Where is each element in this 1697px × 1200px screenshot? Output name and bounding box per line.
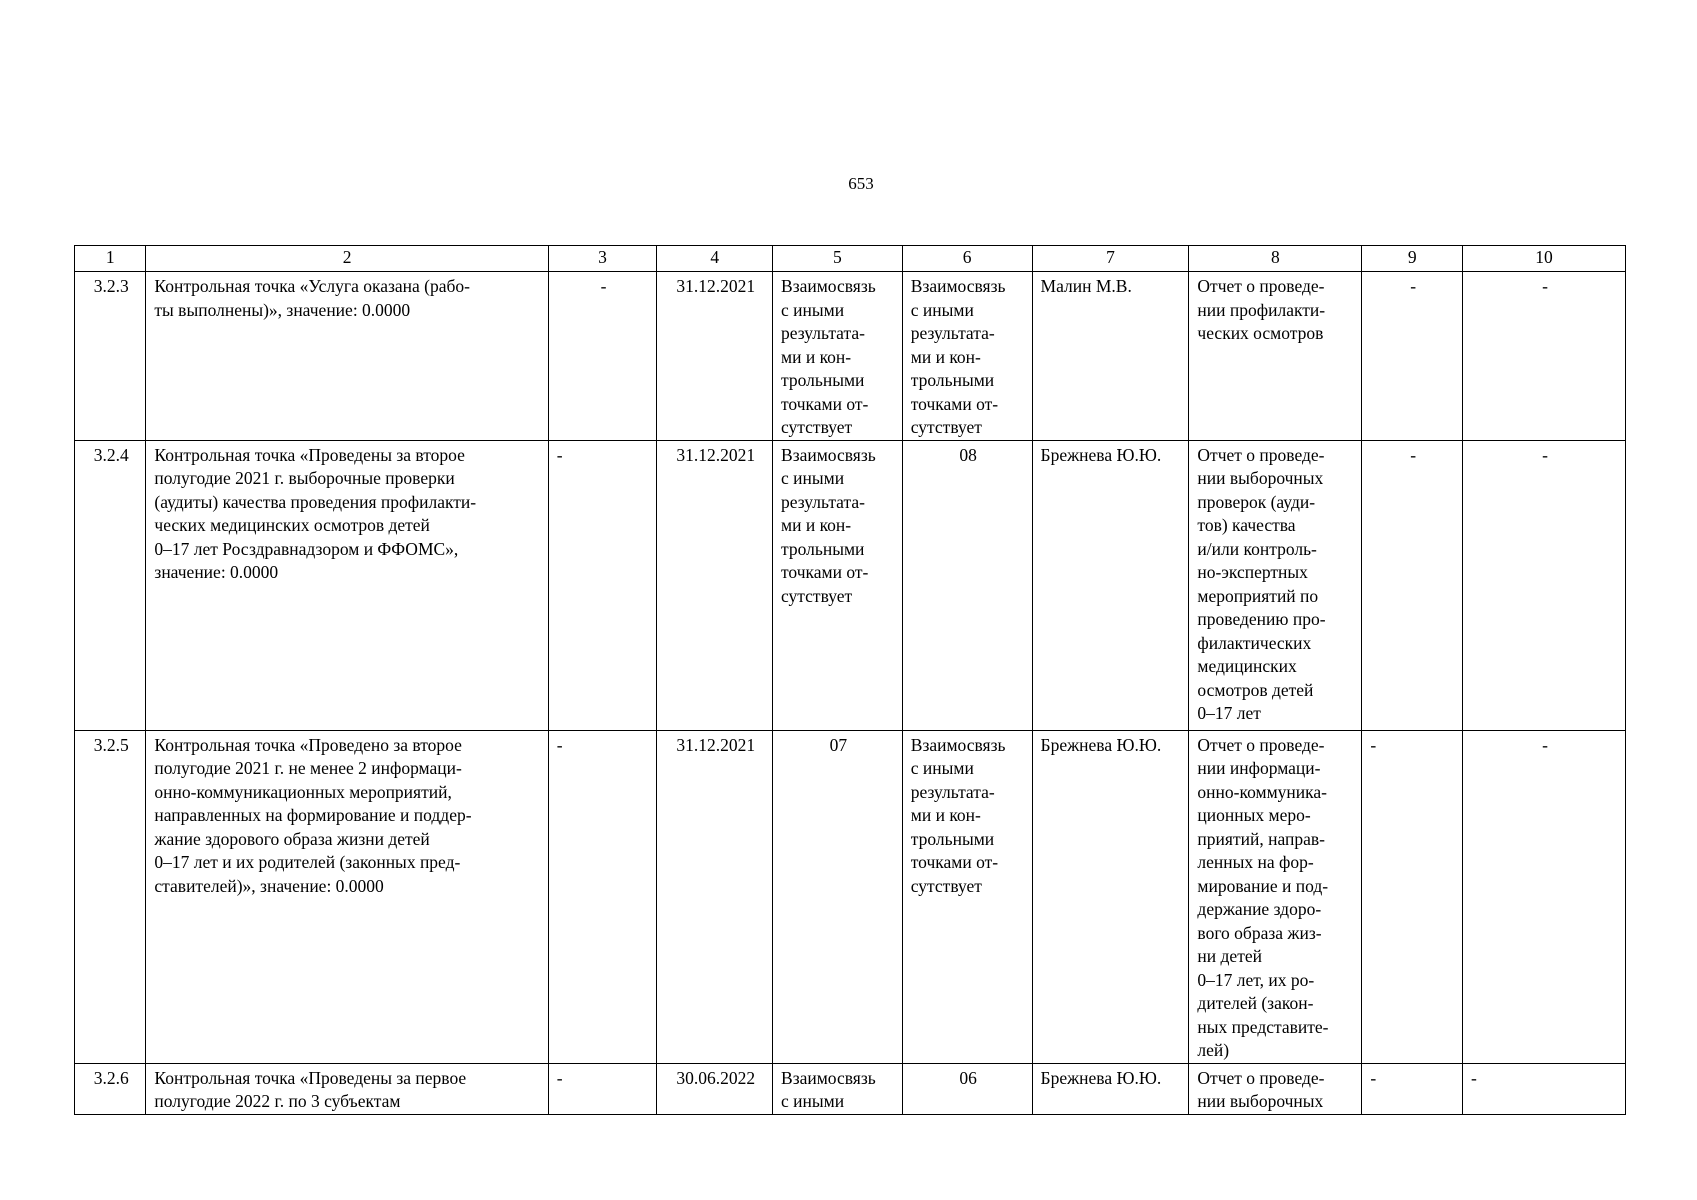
responsible-cell: Брежнева Ю.Ю. xyxy=(1032,730,1189,1063)
column-9-cell: - xyxy=(1362,1063,1463,1114)
report-cell-line: держание здоро- xyxy=(1197,899,1322,919)
report-cell-line: осмотров детей xyxy=(1197,679,1314,700)
date-cell: 31.12.2021 xyxy=(657,272,773,441)
relation-cell-line: трольными xyxy=(910,828,995,849)
date-cell: 31.12.2021 xyxy=(657,730,773,1063)
column-9-cell: - xyxy=(1362,272,1463,441)
report-cell-line: нии профилакти- xyxy=(1197,299,1326,320)
report-cell-line: вого образа жиз- xyxy=(1197,922,1322,943)
description-cell xyxy=(146,730,548,1063)
report-cell xyxy=(1189,1063,1362,1114)
relation-cell-line: ми и кон- xyxy=(910,346,981,367)
relation-cell-line: с иными xyxy=(781,299,845,320)
relation-cell-line: Взаимосвязь xyxy=(781,444,876,465)
row-number-cell: 3.2.6 xyxy=(75,1063,146,1114)
description-cell-line: жание здорового образа жизни детей xyxy=(154,828,430,849)
report-cell-line: и/или контроль- xyxy=(1197,538,1317,559)
relation-cell-line: Взаимосвязь xyxy=(781,276,876,296)
report-cell-line: проведению про- xyxy=(1197,609,1326,629)
relation-cell-line: 08 xyxy=(959,444,977,465)
column-10-cell: - xyxy=(1463,730,1626,1063)
description-cell-line: ческих медицинских осмотров детей xyxy=(154,515,430,535)
report-cell-line: проверок (ауди- xyxy=(1197,491,1316,512)
relation-cell-line: точками от- xyxy=(781,562,869,582)
report-cell-line: мероприятий по xyxy=(1197,585,1319,606)
relation-cell-line: сутствует xyxy=(781,417,853,437)
description-cell-line: Контрольная точка «Проведено за второе xyxy=(154,734,462,755)
report-cell-line: Отчет о проведе- xyxy=(1197,276,1325,296)
relation-cell xyxy=(773,440,903,730)
relation-cell-line: Взаимосвязь xyxy=(910,734,1006,755)
relation-cell xyxy=(902,272,1032,441)
report-cell-line: ционных меро- xyxy=(1197,805,1311,825)
relation-cell-line: ми и кон- xyxy=(910,805,981,825)
relation-cell-line: 07 xyxy=(829,734,848,755)
report-cell-line: нии выборочных xyxy=(1197,1091,1324,1111)
relation-cell-line: трольными xyxy=(781,370,865,390)
relation-cell-line: с иными xyxy=(910,758,974,778)
description-cell-line: направленных на формирование и поддер- xyxy=(154,805,472,825)
description-cell xyxy=(146,1063,548,1114)
table-row xyxy=(75,440,1626,730)
column-header: 7 xyxy=(1032,246,1189,272)
relation-cell xyxy=(773,730,903,1063)
report-cell-line: лей) xyxy=(1197,1040,1230,1060)
report-cell-line: 0–17 лет, их ро- xyxy=(1197,969,1315,990)
report-cell-line: ческих осмотров xyxy=(1197,323,1324,343)
report-cell-line: мирование и под- xyxy=(1197,875,1329,896)
relation-cell-line: точками от- xyxy=(910,852,999,872)
report-cell-line: приятий, направ- xyxy=(1197,828,1325,849)
report-cell-line: Отчет о проведе- xyxy=(1197,444,1325,465)
relation-cell-line: 06 xyxy=(959,1067,977,1088)
page-number: 653 xyxy=(848,174,874,193)
date-cell: 31.12.2021 xyxy=(657,440,773,730)
relation-cell-line: сутствует xyxy=(910,417,982,437)
report-cell xyxy=(1189,730,1362,1063)
description-cell-line: ставителей)», значение: 0.0000 xyxy=(154,875,384,896)
relation-cell-line: с иными xyxy=(781,1091,845,1111)
row-number-cell: 3.2.5 xyxy=(75,730,146,1063)
relation-cell-line: результата- xyxy=(781,491,865,512)
column-header: 6 xyxy=(902,246,1032,272)
column-header: 3 xyxy=(548,246,657,272)
responsible-cell: Малин М.В. xyxy=(1032,272,1189,441)
relation-cell-line: Взаимосвязь xyxy=(781,1067,876,1088)
table-row xyxy=(75,1063,1626,1114)
report-cell-line: нии выборочных xyxy=(1197,468,1324,488)
relation-cell-line: с иными xyxy=(781,468,845,488)
table-row xyxy=(75,730,1626,1063)
relation-cell-line: точками от- xyxy=(781,393,869,414)
description-cell-line: Контрольная точка «Проведены за первое xyxy=(154,1067,467,1088)
column-10-cell: - xyxy=(1463,440,1626,730)
column-3-cell: - xyxy=(548,1063,657,1114)
relation-cell-line: трольными xyxy=(781,538,865,559)
description-cell-line: 0–17 лет Росздравнадзором и ФФОМС», xyxy=(154,538,459,559)
relation-cell xyxy=(902,440,1032,730)
column-10-cell: - xyxy=(1463,272,1626,441)
relation-cell-line: ми и кон- xyxy=(781,515,852,535)
report-cell-line: ленных на фор- xyxy=(1197,852,1314,872)
relation-cell-line: результата- xyxy=(910,323,995,343)
date-cell: 30.06.2022 xyxy=(657,1063,773,1114)
report-cell xyxy=(1189,272,1362,441)
relation-cell xyxy=(902,730,1032,1063)
description-cell-line: (аудиты) качества проведения профилакти- xyxy=(154,491,477,512)
report-cell-line: дителей (закон- xyxy=(1197,993,1314,1013)
report-cell-line: 0–17 лет xyxy=(1197,703,1261,723)
table-body xyxy=(75,246,1626,1115)
column-header: 4 xyxy=(657,246,773,272)
description-cell-line: Контрольная точка «Проведены за второе xyxy=(154,444,465,465)
column-header: 8 xyxy=(1189,246,1362,272)
row-number-cell: 3.2.3 xyxy=(75,272,146,441)
description-cell-line: полугодие 2022 г. по 3 субъектам xyxy=(154,1091,401,1111)
relation-cell-line: с иными xyxy=(910,299,974,320)
report-cell-line: медицинских xyxy=(1197,656,1297,676)
report-cell-line: филактических xyxy=(1197,632,1312,653)
relation-cell xyxy=(773,272,903,441)
description-cell-line: ты выполнены)», значение: 0.0000 xyxy=(154,299,411,320)
relation-cell-line: сутствует xyxy=(781,585,853,606)
relation-cell-line: ми и кон- xyxy=(781,346,852,367)
row-number-cell: 3.2.4 xyxy=(75,440,146,730)
column-header: 5 xyxy=(773,246,903,272)
relation-cell-line: Взаимосвязь xyxy=(910,276,1006,296)
description-cell-line: онно-коммуникационных мероприятий, xyxy=(154,781,452,802)
column-3-cell: - xyxy=(548,440,657,730)
description-cell xyxy=(146,440,548,730)
column-9-cell: - xyxy=(1362,440,1463,730)
relation-cell xyxy=(902,1063,1032,1114)
description-cell-line: значение: 0.0000 xyxy=(154,562,279,582)
document-table xyxy=(74,245,1626,1115)
description-cell xyxy=(146,272,548,441)
report-cell-line: ных представите- xyxy=(1197,1016,1329,1037)
responsible-cell: Брежнева Ю.Ю. xyxy=(1032,440,1189,730)
header-row xyxy=(75,246,1626,272)
report-cell-line: Отчет о проведе- xyxy=(1197,1067,1325,1088)
relation-cell-line: сутствует xyxy=(910,875,982,896)
relation-cell-line: точками от- xyxy=(910,393,999,414)
description-cell-line: 0–17 лет и их родителей (законных пред- xyxy=(154,852,461,872)
report-cell-line: нии информаци- xyxy=(1197,758,1321,778)
report-cell-line: онно-коммуника- xyxy=(1197,781,1327,802)
report-cell-line: Отчет о проведе- xyxy=(1197,734,1325,755)
relation-cell xyxy=(773,1063,903,1114)
relation-cell-line: результата- xyxy=(781,323,865,343)
column-3-cell: - xyxy=(548,272,657,441)
report-cell-line: ни детей xyxy=(1197,946,1262,966)
column-header: 1 xyxy=(75,246,146,272)
report-cell-line: но-экспертных xyxy=(1197,562,1308,582)
column-header: 10 xyxy=(1463,246,1626,272)
column-3-cell: - xyxy=(548,730,657,1063)
column-header: 9 xyxy=(1362,246,1463,272)
description-cell-line: полугодие 2021 г. выборочные проверки xyxy=(154,468,455,488)
column-10-cell: - xyxy=(1463,1063,1626,1114)
report-cell-line: тов) качества xyxy=(1197,515,1296,535)
description-cell-line: Контрольная точка «Услуга оказана (рабо- xyxy=(154,276,470,296)
relation-cell-line: результата- xyxy=(910,781,995,802)
report-cell xyxy=(1189,440,1362,730)
column-9-cell: - xyxy=(1362,730,1463,1063)
table-row xyxy=(75,272,1626,441)
responsible-cell: Брежнева Ю.Ю. xyxy=(1032,1063,1189,1114)
column-header: 2 xyxy=(146,246,548,272)
description-cell-line: полугодие 2021 г. не менее 2 информаци- xyxy=(154,758,462,778)
relation-cell-line: трольными xyxy=(910,370,995,390)
